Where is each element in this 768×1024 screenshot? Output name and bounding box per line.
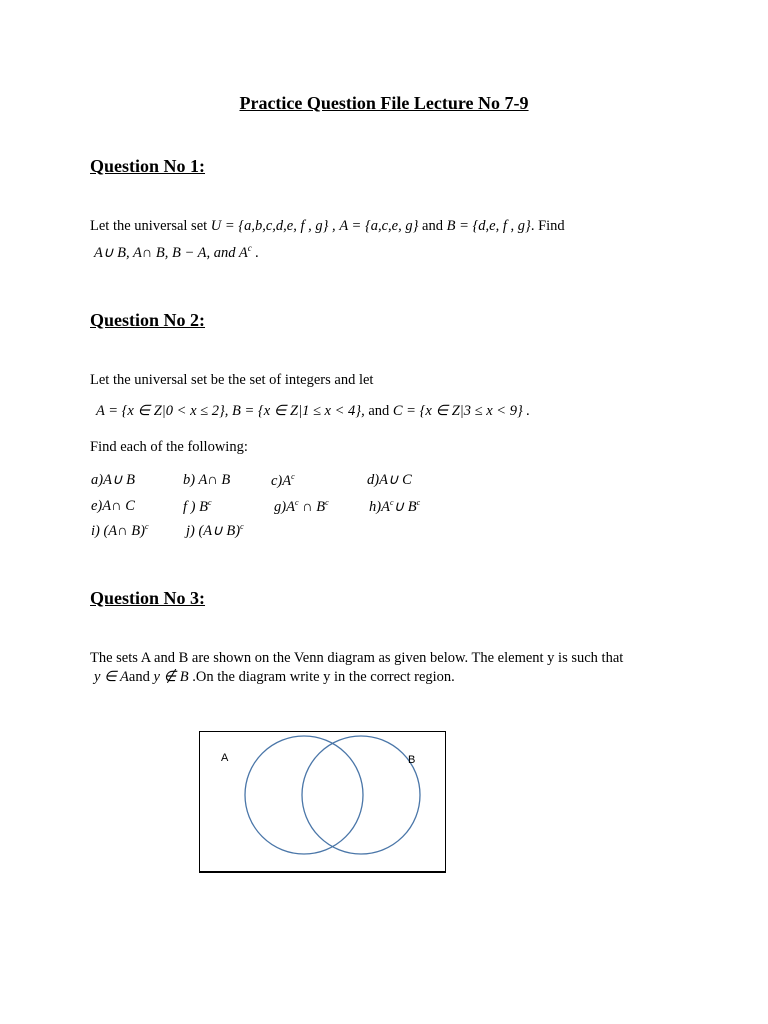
venn-circle-a [245,736,363,854]
q3-y-not-in-b: y ∉ B [153,669,189,685]
q2-item-b: b) A∩ B [183,472,231,488]
q2-item-e: e)A∩ C [91,498,135,514]
q2-item-j: j) (A∪ B)$^c$ [186,522,244,539]
q2-item-c: $c)A^c$ [271,472,295,489]
question-3-line-1: The sets A and B are shown on the Venn diagram as given below. The element y is such that [90,650,624,666]
question-1-line-1 [90,218,565,235]
q1-prefix: Let the universal set [90,218,211,234]
q2-item-d: d)A∪ C [367,472,412,488]
q1-complement-sup: c [247,243,252,253]
venn-diagram [199,731,446,873]
q3-and: and [128,669,154,685]
q1-and: and [418,218,447,234]
q1-line-end: . [251,244,259,261]
q2-item-h: $h)A^c\cup$ $B^c$ [369,498,421,515]
q1-set-b: B = {d,e, f , g} [446,218,531,234]
q3-line-end: .On the diagram write y in the correct region. [188,669,455,685]
question-1-line-2 [94,243,259,262]
question-2-definitions [96,403,530,420]
question-2-heading: Question No 2: [90,310,206,330]
question-1-heading: Question No 1: [90,156,206,176]
venn-label-b: B [408,754,416,766]
venn-circle-b [302,736,420,854]
q2-and: and [368,403,390,419]
q1-set-a: A = {a,c,e, g} [339,218,419,234]
q1-operations: A∪ B, A∩ B, B − A, and A [94,244,248,261]
q2-item-g: $g)A^c$ ∩ $B^c$ [274,498,329,515]
question-3-line-2 [94,669,455,686]
venn-label-a: A [221,752,229,764]
q2-item-i: i) (A∩ B)$^c$ [91,522,149,539]
q2-item-a: a)A∪ B [91,472,136,488]
page-title: Practice Question File Lecture No 7-9 [239,93,529,113]
q1-find: . Find [530,218,565,234]
question-3-heading: Question No 3: [90,588,206,608]
q2-set-b-definition: B = {x ∈ Z|1 ≤ x < 4}, [232,403,365,419]
q1-universal-set: U = {a,b,c,d,e, f , g} , [210,218,336,234]
q2-set-c-definition: C = {x ∈ Z|3 ≤ x < 9} . [392,403,530,419]
q3-y-in-a: y ∈ A [94,669,129,685]
q2-set-a-definition: A = {x ∈ Z|0 < x ≤ 2}, [96,403,229,419]
venn-svg [200,732,445,871]
question-2-intro: Let the universal set be the set of integers and let [90,372,374,388]
q2-item-f: f ) $B^c$ [183,498,212,515]
question-2-find: Find each of the following: [90,439,248,455]
